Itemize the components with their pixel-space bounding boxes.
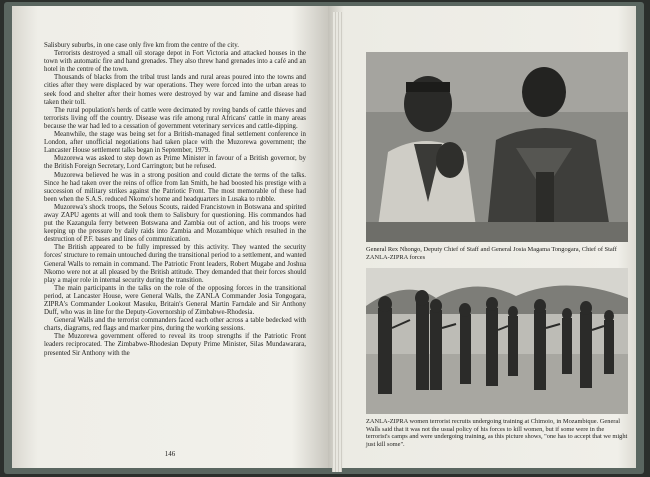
- photo-bottom-caption: ZANLA-ZIPRA women terrorist recruits undergoing training at Chimoio, in Mozambique. General Walls said that it was not the usual policy of his forces to kill women, but if some were in the terrorist's camps and were undergoing training, as this picture shows, "one has to accept that we might just kill some".: [366, 418, 628, 448]
- paragraph: Thousands of blacks from the tribal trust lands and rural areas poured into the towns and cities after they were displaced by war operations. They were forced into the urban areas to seek food and shelter after their homes were destroyed by war and famine and disease had taken their toll.: [44, 74, 306, 106]
- paragraph: Meanwhile, the stage was being set for a British-managed final settlement conference in London, after unofficial negotiations had taken place with the Muzorewa government; the Lancaster House settlement talks began in September, 1979.: [44, 131, 306, 155]
- paragraph: The main participants in the talks on the role of the opposing forces in the transitional period, at Lancaster House, were General Walls, the ZANLA Commander Josia Tongogara, ZIPRA's Commander Lookout Masuku, Britain's General Martin Farndale and Sir Anthony Duff, who was in line for the Deputy-Governorship of Zimbabwe-Rhodesia.: [44, 284, 306, 317]
- photo-top-caption: General Rex Nhongo, Deputy Chief of Staff and General Josia Magama Tongogara, Chief of Staff ZANLA-ZIPRA forces: [366, 246, 617, 261]
- paragraph: Terrorists destroyed a small oil storage depot in Fort Victoria and attacked houses in the town with automatic fire and hand grenades. They also threw hand grenades into a café and an hotel in the centre of the town.: [44, 50, 306, 74]
- page-number: 146: [164, 450, 176, 458]
- paragraph: Muzorewa's shock troops, the Selous Scouts, raided Francistown in Botswana and spirited away ZAPU agents at will and took them to Salisbury for questioning. His commandos had put the Kazangula ferry between Botswana and Zambia out of action, and his troops were keeping up the pressure by daily raids into Zambia and Mozambique which resulted in the destruction of P.F. bases and lines of communication.: [44, 203, 306, 244]
- left-page: [12, 6, 328, 468]
- paragraph: The rural population's herds of cattle were decimated by roving bands of cattle thieves and terrorists living off the country. Disease was rife among rural Africans' cattle in many areas because the war had led to a cessation of government veterinary services and cattle-dipping.: [44, 106, 306, 130]
- body-text: [44, 42, 306, 358]
- page-edge: [332, 12, 342, 472]
- photo-recruits-training: [366, 268, 628, 414]
- paragraph: Muzorewa believed he was in a strong position and could dictate the terms of the talks. Since he had taken over the reins of office from Ian Smith, he had boosted his prestige with a succession of military strikes against the Patriotic Front. The most memorable of these had been when the S.A.S. reduced Nkomo's home and headquarters in Lusaka to rubble.: [44, 171, 306, 203]
- paragraph: Muzorewa was asked to step down as Prime Minister in favour of a British governor, by the British Foreign Secretary, Lord Carrington; but he refused.: [44, 155, 306, 171]
- paragraph: The British appeared to be fully impressed by this activity. They wanted the security forces' structure to remain untouched during the transitional period to a settlement, and wanted General Walls to remain in command. The Patriotic Front leaders, Robert Mugabe and Joshua Nkomo were not at all pleased by the British attitude. They demanded that their forces should play a major role in internal security during the transition.: [44, 244, 306, 284]
- open-book: [4, 2, 644, 474]
- paragraph: Salisbury suburbs, in one case only five km from the centre of the city.: [44, 42, 239, 49]
- paragraph: General Walls and the terrorist commanders faced each other across a table bedecked with charts, diagrams, red flags and marker pins, during the working sessions.: [44, 317, 306, 333]
- right-page: [328, 6, 636, 468]
- paragraph: The Muzorewa government offered to reveal its troop strengths if the Patriotic Front leaders reciprocated. The Zimbabwe-Rhodesian Deputy Prime Minister, Silas Mundawarara, presented Sir Anthony with the: [44, 333, 306, 357]
- photo-generals: [366, 52, 628, 242]
